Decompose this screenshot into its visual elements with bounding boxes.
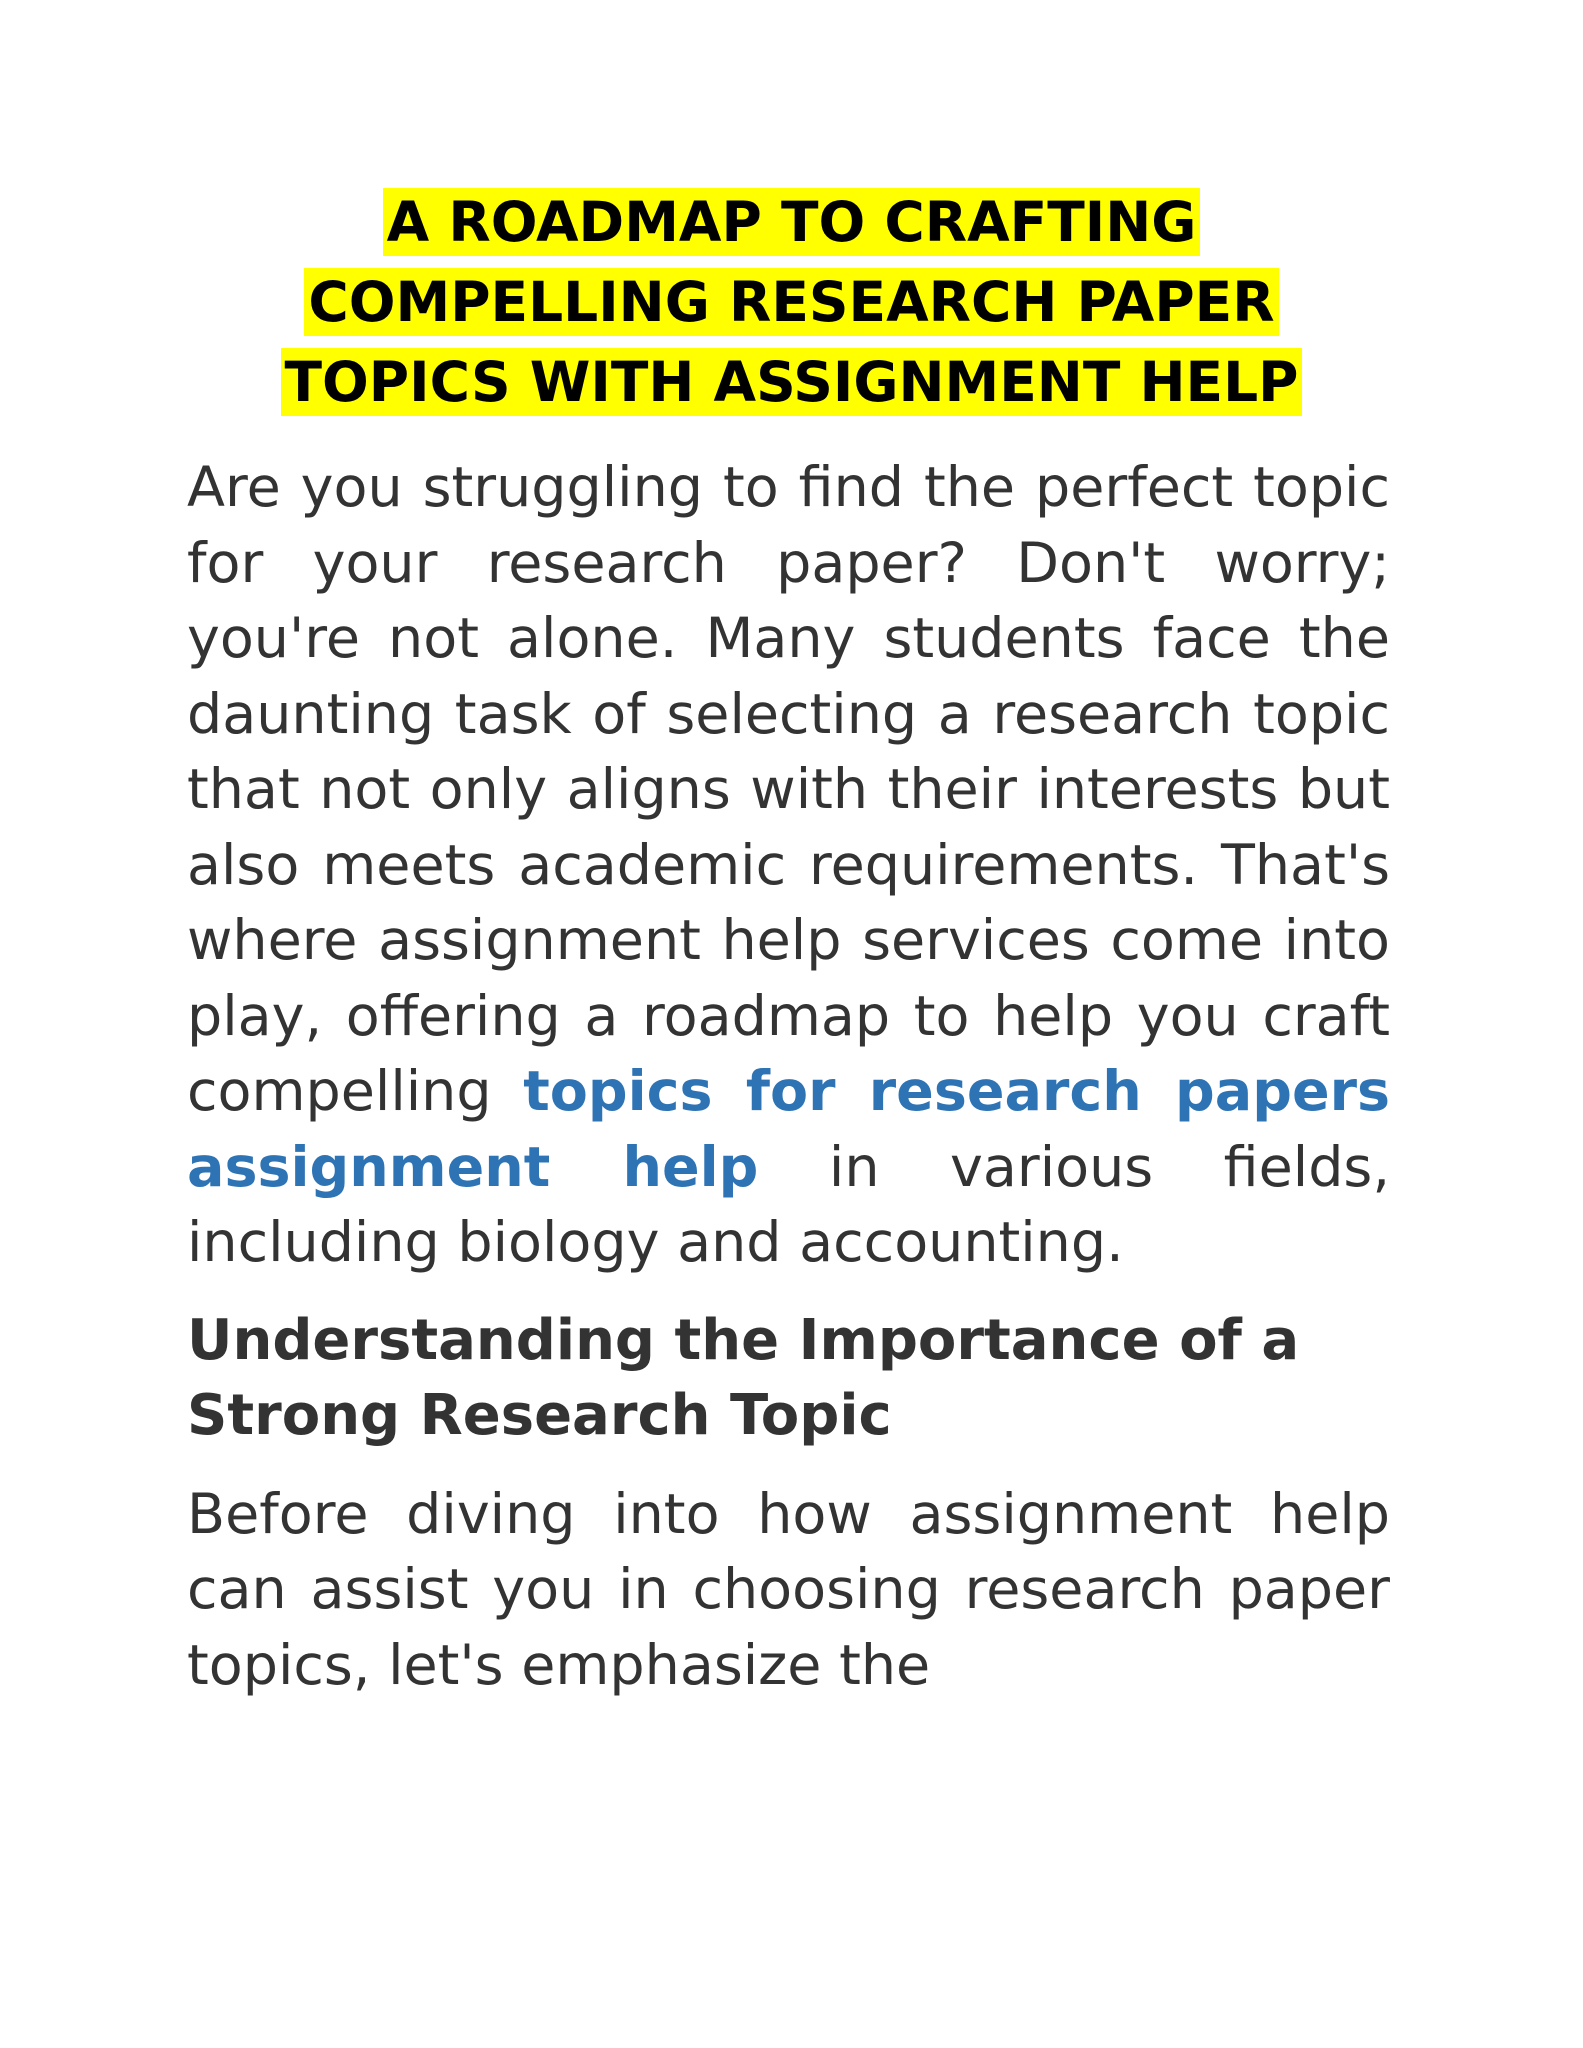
title-line-2: COMPELLING RESEARCH PAPER — [304, 268, 1278, 336]
title-line-1: A ROADMAP TO CRAFTING — [383, 188, 1201, 256]
research-topics-link[interactable]: topics for research papers assignment help — [187, 1059, 1390, 1200]
intro-text-after-link: in various fields, including biology and accounting. — [187, 1134, 1390, 1275]
title-line-3: TOPICS WITH ASSIGNMENT HELP — [281, 348, 1303, 416]
document-body — [187, 450, 1390, 1703]
section-paragraph: Before diving into how assignment help can assist you in choosing research paper topics, let's emphasize the — [187, 1481, 1390, 1698]
document-title — [160, 182, 1423, 422]
intro-paragraph — [187, 450, 1390, 1281]
intro-text-before-link: Are you struggling to find the perfect topic for your research paper? Don't worry; you're not alone. Many students face the daunting task of selecting a research topic that not only aligns with their interests but also meets academic requirements. That's where assignment help services come into play, offering a roadmap to help you craft compelling — [187, 455, 1390, 1124]
section-heading-importance: Understanding the Importance of a Strong Research Topic — [187, 1307, 1300, 1448]
